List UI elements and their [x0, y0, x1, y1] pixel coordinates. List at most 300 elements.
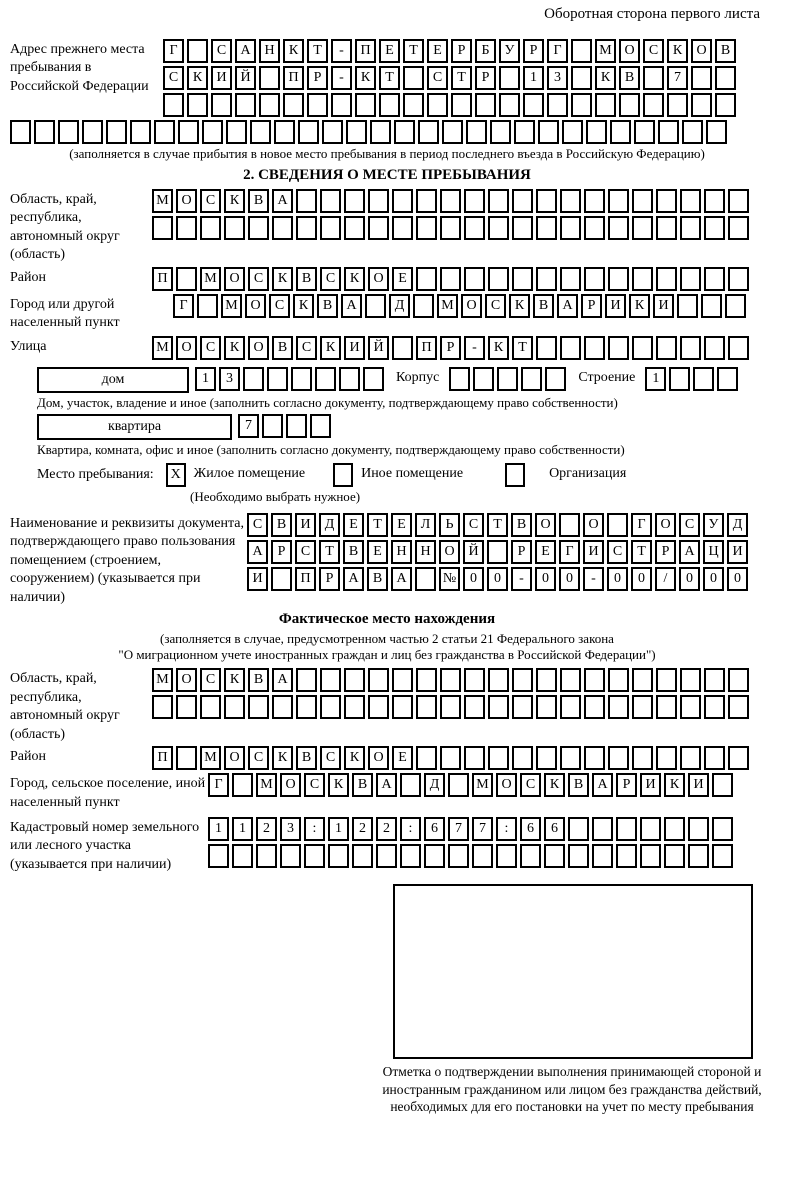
char-cell[interactable]: С: [643, 39, 664, 63]
char-cell[interactable]: [584, 267, 605, 291]
char-cell[interactable]: 6: [544, 817, 565, 841]
char-cell[interactable]: [728, 267, 749, 291]
char-cell[interactable]: [197, 294, 218, 318]
char-cell[interactable]: Д: [319, 513, 340, 537]
char-cell[interactable]: [187, 39, 208, 63]
char-cell[interactable]: И: [295, 513, 316, 537]
char-cell[interactable]: Т: [379, 66, 400, 90]
char-cell[interactable]: 0: [607, 567, 628, 591]
char-cell[interactable]: [560, 668, 581, 692]
char-cell[interactable]: [701, 294, 722, 318]
char-cell[interactable]: М: [472, 773, 493, 797]
char-cell[interactable]: [363, 367, 384, 391]
char-cell[interactable]: Е: [367, 540, 388, 564]
char-cell[interactable]: Т: [512, 336, 533, 360]
char-cell[interactable]: [728, 216, 749, 240]
char-cell[interactable]: [691, 66, 712, 90]
char-cell[interactable]: 2: [376, 817, 397, 841]
char-cell[interactable]: [320, 189, 341, 213]
char-cell[interactable]: [418, 120, 439, 144]
char-cell[interactable]: О: [224, 746, 245, 770]
char-cell[interactable]: [680, 336, 701, 360]
char-cell[interactable]: [392, 189, 413, 213]
char-cell[interactable]: [512, 189, 533, 213]
char-cell[interactable]: Й: [235, 66, 256, 90]
char-cell[interactable]: О: [691, 39, 712, 63]
char-cell[interactable]: [416, 695, 437, 719]
char-cell[interactable]: К: [664, 773, 685, 797]
char-cell[interactable]: И: [344, 336, 365, 360]
char-cell[interactable]: О: [439, 540, 460, 564]
char-cell[interactable]: [440, 189, 461, 213]
char-cell[interactable]: Р: [319, 567, 340, 591]
char-cell[interactable]: И: [247, 567, 268, 591]
char-cell[interactable]: [376, 844, 397, 868]
char-cell[interactable]: [592, 844, 613, 868]
char-cell[interactable]: [392, 695, 413, 719]
char-cell[interactable]: Г: [559, 540, 580, 564]
char-cell[interactable]: С: [200, 189, 221, 213]
char-cell[interactable]: С: [320, 746, 341, 770]
char-cell[interactable]: [272, 216, 293, 240]
char-cell[interactable]: [571, 66, 592, 90]
char-cell[interactable]: Е: [379, 39, 400, 63]
char-cell[interactable]: [634, 120, 655, 144]
char-cell[interactable]: В: [533, 294, 554, 318]
char-cell[interactable]: [656, 668, 677, 692]
char-cell[interactable]: Т: [631, 540, 652, 564]
char-cell[interactable]: -: [511, 567, 532, 591]
char-cell[interactable]: 0: [727, 567, 748, 591]
char-cell[interactable]: :: [304, 817, 325, 841]
char-cell[interactable]: [464, 668, 485, 692]
organizatsiya-checkbox[interactable]: [505, 463, 525, 487]
char-cell[interactable]: О: [280, 773, 301, 797]
char-cell[interactable]: [725, 294, 746, 318]
char-cell[interactable]: Т: [487, 513, 508, 537]
char-cell[interactable]: О: [461, 294, 482, 318]
char-cell[interactable]: Ь: [439, 513, 460, 537]
char-cell[interactable]: О: [655, 513, 676, 537]
char-cell[interactable]: К: [224, 668, 245, 692]
char-cell[interactable]: [392, 336, 413, 360]
char-cell[interactable]: [235, 93, 256, 117]
char-cell[interactable]: [328, 844, 349, 868]
char-cell[interactable]: О: [368, 746, 389, 770]
char-cell[interactable]: О: [368, 267, 389, 291]
char-cell[interactable]: Й: [463, 540, 484, 564]
char-cell[interactable]: У: [499, 39, 520, 63]
char-cell[interactable]: П: [152, 267, 173, 291]
char-cell[interactable]: [608, 695, 629, 719]
char-cell[interactable]: [379, 93, 400, 117]
char-cell[interactable]: М: [152, 668, 173, 692]
char-cell[interactable]: [680, 746, 701, 770]
char-cell[interactable]: [704, 668, 725, 692]
char-cell[interactable]: 7: [472, 817, 493, 841]
char-cell[interactable]: [490, 120, 511, 144]
char-cell[interactable]: В: [272, 336, 293, 360]
char-cell[interactable]: Р: [655, 540, 676, 564]
char-cell[interactable]: [717, 367, 738, 391]
char-cell[interactable]: М: [200, 746, 221, 770]
char-cell[interactable]: В: [296, 267, 317, 291]
char-cell[interactable]: [320, 216, 341, 240]
char-cell[interactable]: [571, 93, 592, 117]
char-cell[interactable]: Е: [535, 540, 556, 564]
char-cell[interactable]: [58, 120, 79, 144]
char-cell[interactable]: 6: [520, 817, 541, 841]
char-cell[interactable]: [304, 844, 325, 868]
char-cell[interactable]: В: [317, 294, 338, 318]
char-cell[interactable]: [656, 746, 677, 770]
char-cell[interactable]: [368, 189, 389, 213]
char-cell[interactable]: 3: [547, 66, 568, 90]
char-cell[interactable]: 7: [448, 817, 469, 841]
char-cell[interactable]: Р: [475, 66, 496, 90]
char-cell[interactable]: [248, 695, 269, 719]
char-cell[interactable]: [677, 294, 698, 318]
char-cell[interactable]: [680, 189, 701, 213]
inoe-checkbox[interactable]: [333, 463, 353, 487]
char-cell[interactable]: В: [248, 668, 269, 692]
char-cell[interactable]: Т: [403, 39, 424, 63]
char-cell[interactable]: С: [211, 39, 232, 63]
char-cell[interactable]: [106, 120, 127, 144]
char-cell[interactable]: А: [343, 567, 364, 591]
char-cell[interactable]: [440, 668, 461, 692]
char-cell[interactable]: В: [367, 567, 388, 591]
char-cell[interactable]: Р: [307, 66, 328, 90]
char-cell[interactable]: [448, 844, 469, 868]
char-cell[interactable]: :: [496, 817, 517, 841]
char-cell[interactable]: [514, 120, 535, 144]
char-cell[interactable]: С: [485, 294, 506, 318]
char-cell[interactable]: [344, 695, 365, 719]
char-cell[interactable]: 0: [535, 567, 556, 591]
char-cell[interactable]: К: [224, 336, 245, 360]
char-cell[interactable]: У: [703, 513, 724, 537]
char-cell[interactable]: [224, 216, 245, 240]
char-cell[interactable]: [10, 120, 31, 144]
char-cell[interactable]: [472, 844, 493, 868]
char-cell[interactable]: [202, 120, 223, 144]
char-cell[interactable]: [545, 367, 566, 391]
char-cell[interactable]: К: [667, 39, 688, 63]
char-cell[interactable]: 0: [559, 567, 580, 591]
char-cell[interactable]: 0: [487, 567, 508, 591]
char-cell[interactable]: [728, 746, 749, 770]
char-cell[interactable]: В: [296, 746, 317, 770]
char-cell[interactable]: [512, 216, 533, 240]
char-cell[interactable]: [712, 773, 733, 797]
char-cell[interactable]: М: [152, 336, 173, 360]
char-cell[interactable]: [368, 695, 389, 719]
char-cell[interactable]: Р: [511, 540, 532, 564]
char-cell[interactable]: [464, 189, 485, 213]
char-cell[interactable]: А: [272, 189, 293, 213]
char-cell[interactable]: И: [640, 773, 661, 797]
char-cell[interactable]: [272, 695, 293, 719]
char-cell[interactable]: М: [221, 294, 242, 318]
char-cell[interactable]: А: [235, 39, 256, 63]
char-cell[interactable]: [232, 773, 253, 797]
char-cell[interactable]: [424, 844, 445, 868]
char-cell[interactable]: [331, 93, 352, 117]
char-cell[interactable]: [586, 120, 607, 144]
char-cell[interactable]: [568, 817, 589, 841]
char-cell[interactable]: В: [511, 513, 532, 537]
char-cell[interactable]: [640, 844, 661, 868]
char-cell[interactable]: К: [509, 294, 530, 318]
char-cell[interactable]: [536, 189, 557, 213]
char-cell[interactable]: [280, 844, 301, 868]
char-cell[interactable]: Л: [415, 513, 436, 537]
char-cell[interactable]: [163, 93, 184, 117]
char-cell[interactable]: [499, 66, 520, 90]
char-cell[interactable]: К: [272, 267, 293, 291]
char-cell[interactable]: [680, 216, 701, 240]
char-cell[interactable]: [283, 93, 304, 117]
char-cell[interactable]: [176, 695, 197, 719]
char-cell[interactable]: [488, 216, 509, 240]
char-cell[interactable]: [512, 668, 533, 692]
char-cell[interactable]: [296, 668, 317, 692]
char-cell[interactable]: [559, 513, 580, 537]
char-cell[interactable]: [547, 93, 568, 117]
char-cell[interactable]: С: [163, 66, 184, 90]
char-cell[interactable]: [243, 367, 264, 391]
char-cell[interactable]: [368, 216, 389, 240]
char-cell[interactable]: [466, 120, 487, 144]
char-cell[interactable]: /: [655, 567, 676, 591]
char-cell[interactable]: Ц: [703, 540, 724, 564]
char-cell[interactable]: [632, 746, 653, 770]
char-cell[interactable]: О: [176, 189, 197, 213]
char-cell[interactable]: 1: [328, 817, 349, 841]
char-cell[interactable]: [200, 695, 221, 719]
char-cell[interactable]: Е: [391, 513, 412, 537]
char-cell[interactable]: В: [271, 513, 292, 537]
char-cell[interactable]: [712, 817, 733, 841]
char-cell[interactable]: [520, 844, 541, 868]
char-cell[interactable]: [667, 93, 688, 117]
char-cell[interactable]: [680, 695, 701, 719]
char-cell[interactable]: [310, 414, 331, 438]
char-cell[interactable]: 6: [424, 817, 445, 841]
char-cell[interactable]: [715, 66, 736, 90]
char-cell[interactable]: И: [727, 540, 748, 564]
char-cell[interactable]: В: [352, 773, 373, 797]
char-cell[interactable]: К: [272, 746, 293, 770]
char-cell[interactable]: [688, 817, 709, 841]
char-cell[interactable]: [267, 367, 288, 391]
char-cell[interactable]: [728, 336, 749, 360]
char-cell[interactable]: [568, 844, 589, 868]
char-cell[interactable]: И: [688, 773, 709, 797]
char-cell[interactable]: С: [296, 336, 317, 360]
char-cell[interactable]: С: [200, 336, 221, 360]
char-cell[interactable]: 7: [667, 66, 688, 90]
zhiloe-checkbox[interactable]: X: [166, 463, 186, 487]
char-cell[interactable]: [693, 367, 714, 391]
char-cell[interactable]: -: [464, 336, 485, 360]
char-cell[interactable]: [370, 120, 391, 144]
char-cell[interactable]: А: [391, 567, 412, 591]
char-cell[interactable]: [616, 844, 637, 868]
char-cell[interactable]: С: [248, 267, 269, 291]
char-cell[interactable]: [632, 189, 653, 213]
char-cell[interactable]: [344, 668, 365, 692]
char-cell[interactable]: Г: [163, 39, 184, 63]
char-cell[interactable]: [643, 93, 664, 117]
char-cell[interactable]: [344, 189, 365, 213]
char-cell[interactable]: [560, 267, 581, 291]
char-cell[interactable]: Н: [415, 540, 436, 564]
char-cell[interactable]: [416, 267, 437, 291]
char-cell[interactable]: [584, 189, 605, 213]
char-cell[interactable]: [394, 120, 415, 144]
char-cell[interactable]: [488, 746, 509, 770]
char-cell[interactable]: [706, 120, 727, 144]
char-cell[interactable]: [440, 695, 461, 719]
char-cell[interactable]: [178, 120, 199, 144]
char-cell[interactable]: [475, 93, 496, 117]
char-cell[interactable]: [211, 93, 232, 117]
char-cell[interactable]: [712, 844, 733, 868]
char-cell[interactable]: [403, 66, 424, 90]
char-cell[interactable]: [176, 216, 197, 240]
char-cell[interactable]: [560, 336, 581, 360]
char-cell[interactable]: [560, 746, 581, 770]
char-cell[interactable]: 2: [256, 817, 277, 841]
char-cell[interactable]: С: [200, 668, 221, 692]
char-cell[interactable]: О: [245, 294, 266, 318]
char-cell[interactable]: :: [400, 817, 421, 841]
char-cell[interactable]: [187, 93, 208, 117]
char-cell[interactable]: [656, 336, 677, 360]
char-cell[interactable]: Р: [451, 39, 472, 63]
char-cell[interactable]: 1: [232, 817, 253, 841]
char-cell[interactable]: [274, 120, 295, 144]
char-cell[interactable]: О: [496, 773, 517, 797]
char-cell[interactable]: П: [283, 66, 304, 90]
char-cell[interactable]: [608, 216, 629, 240]
char-cell[interactable]: С: [427, 66, 448, 90]
char-cell[interactable]: [344, 216, 365, 240]
char-cell[interactable]: [392, 668, 413, 692]
char-cell[interactable]: Р: [523, 39, 544, 63]
char-cell[interactable]: К: [187, 66, 208, 90]
char-cell[interactable]: -: [583, 567, 604, 591]
char-cell[interactable]: [608, 746, 629, 770]
char-cell[interactable]: К: [544, 773, 565, 797]
char-cell[interactable]: [643, 66, 664, 90]
char-cell[interactable]: [416, 216, 437, 240]
char-cell[interactable]: К: [344, 746, 365, 770]
char-cell[interactable]: [669, 367, 690, 391]
char-cell[interactable]: [728, 668, 749, 692]
char-cell[interactable]: [464, 695, 485, 719]
char-cell[interactable]: [296, 695, 317, 719]
char-cell[interactable]: [448, 773, 469, 797]
char-cell[interactable]: А: [679, 540, 700, 564]
char-cell[interactable]: [512, 746, 533, 770]
char-cell[interactable]: С: [607, 540, 628, 564]
char-cell[interactable]: [536, 695, 557, 719]
char-cell[interactable]: [715, 93, 736, 117]
char-cell[interactable]: [728, 695, 749, 719]
char-cell[interactable]: [256, 844, 277, 868]
char-cell[interactable]: Й: [368, 336, 389, 360]
char-cell[interactable]: С: [248, 746, 269, 770]
char-cell[interactable]: [632, 336, 653, 360]
char-cell[interactable]: [464, 267, 485, 291]
char-cell[interactable]: [704, 189, 725, 213]
char-cell[interactable]: Б: [475, 39, 496, 63]
char-cell[interactable]: А: [341, 294, 362, 318]
char-cell[interactable]: П: [355, 39, 376, 63]
char-cell[interactable]: [658, 120, 679, 144]
char-cell[interactable]: К: [328, 773, 349, 797]
char-cell[interactable]: Р: [616, 773, 637, 797]
char-cell[interactable]: [608, 668, 629, 692]
char-cell[interactable]: И: [583, 540, 604, 564]
char-cell[interactable]: [346, 120, 367, 144]
char-cell[interactable]: [416, 746, 437, 770]
char-cell[interactable]: О: [224, 267, 245, 291]
char-cell[interactable]: О: [176, 668, 197, 692]
char-cell[interactable]: К: [595, 66, 616, 90]
char-cell[interactable]: [152, 695, 173, 719]
char-cell[interactable]: Р: [440, 336, 461, 360]
char-cell[interactable]: С: [520, 773, 541, 797]
char-cell[interactable]: В: [248, 189, 269, 213]
char-cell[interactable]: [413, 294, 434, 318]
char-cell[interactable]: Е: [392, 267, 413, 291]
char-cell[interactable]: [400, 773, 421, 797]
char-cell[interactable]: [416, 189, 437, 213]
char-cell[interactable]: [656, 189, 677, 213]
char-cell[interactable]: [682, 120, 703, 144]
char-cell[interactable]: [680, 267, 701, 291]
char-cell[interactable]: Т: [451, 66, 472, 90]
char-cell[interactable]: [619, 93, 640, 117]
char-cell[interactable]: [704, 216, 725, 240]
char-cell[interactable]: [176, 746, 197, 770]
char-cell[interactable]: [610, 120, 631, 144]
char-cell[interactable]: А: [376, 773, 397, 797]
char-cell[interactable]: П: [295, 567, 316, 591]
char-cell[interactable]: [497, 367, 518, 391]
char-cell[interactable]: [688, 844, 709, 868]
char-cell[interactable]: [607, 513, 628, 537]
char-cell[interactable]: [154, 120, 175, 144]
char-cell[interactable]: [608, 189, 629, 213]
char-cell[interactable]: С: [679, 513, 700, 537]
char-cell[interactable]: [521, 367, 542, 391]
char-cell[interactable]: Н: [259, 39, 280, 63]
char-cell[interactable]: [632, 695, 653, 719]
char-cell[interactable]: [584, 746, 605, 770]
char-cell[interactable]: Г: [173, 294, 194, 318]
char-cell[interactable]: [656, 267, 677, 291]
char-cell[interactable]: [664, 817, 685, 841]
char-cell[interactable]: И: [211, 66, 232, 90]
char-cell[interactable]: [584, 695, 605, 719]
char-cell[interactable]: [365, 294, 386, 318]
char-cell[interactable]: С: [463, 513, 484, 537]
